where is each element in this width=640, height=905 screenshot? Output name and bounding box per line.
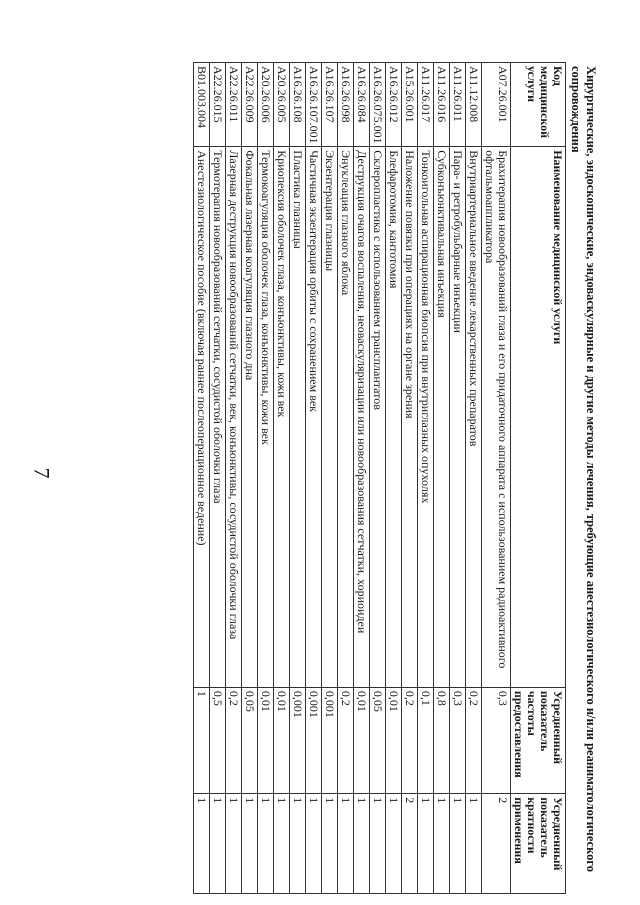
multiplicity-cell: 1: [354, 794, 370, 894]
service-code-cell: A16.26.084: [354, 63, 370, 147]
table-row: [386, 63, 402, 894]
service-name-cell: Термотерапия новообразований сетчатки, сосудистой оболочки глаза: [210, 147, 226, 688]
table-row: [338, 63, 354, 894]
table-header-row: [511, 63, 566, 894]
table-row: [482, 63, 511, 894]
multiplicity-cell: 1: [466, 794, 482, 894]
service-code-cell: A22.26.011: [226, 63, 242, 147]
service-name-cell: Блефаротомия, кантотомия: [386, 147, 402, 688]
multiplicity-cell: 1: [306, 794, 322, 894]
service-code-cell: A16.26.107.001: [306, 63, 322, 147]
service-name-cell: Пластика глазницы: [290, 147, 306, 688]
table-row: [242, 63, 258, 894]
table-body: [194, 63, 511, 894]
service-code-cell: A16.26.098: [338, 63, 354, 147]
service-code-cell: A16.26.075.001: [370, 63, 386, 147]
multiplicity-cell: 1: [434, 794, 450, 894]
multiplicity-cell: 1: [290, 794, 306, 894]
frequency-cell: 0,01: [274, 687, 290, 793]
frequency-cell: 0,2: [402, 687, 418, 793]
rotated-document: [78, 62, 600, 894]
multiplicity-cell: 1: [450, 794, 466, 894]
service-code-cell: A11.12.008: [466, 63, 482, 147]
table-row: [370, 63, 386, 894]
multiplicity-cell: 1: [210, 794, 226, 894]
frequency-cell: 0,01: [258, 687, 274, 793]
service-name-cell: Криопексия оболочек глаза, конъюнктивы, кожи век: [274, 147, 290, 688]
frequency-cell: 0,8: [434, 687, 450, 793]
multiplicity-cell: 1: [338, 794, 354, 894]
multiplicity-cell: 1: [322, 794, 338, 894]
service-name-cell: Склеропластика с использованием трансплантатов: [370, 147, 386, 688]
frequency-cell: 1: [194, 687, 210, 793]
frequency-cell: 0,05: [242, 687, 258, 793]
service-name-cell: Деструкция очагов воспаления, неоваскуляризации или новообразования сетчатки, хориоидеи: [354, 147, 370, 688]
table-row: [290, 63, 306, 894]
column-header-frequency: Усредненный показатель частоты предоставления: [511, 687, 566, 793]
frequency-cell: 0,001: [306, 687, 322, 793]
table-row: [466, 63, 482, 894]
table-row: [434, 63, 450, 894]
multiplicity-cell: 1: [226, 794, 242, 894]
frequency-cell: 0,2: [338, 687, 354, 793]
service-name-cell: Пара- и ретробульбарные инъекции: [450, 147, 466, 688]
frequency-cell: 0,2: [466, 687, 482, 793]
service-code-cell: A15.26.001: [402, 63, 418, 147]
table-row: [322, 63, 338, 894]
service-code-cell: A22.26.015: [210, 63, 226, 147]
service-code-cell: A20.26.006: [258, 63, 274, 147]
service-code-cell: A16.26.107: [322, 63, 338, 147]
multiplicity-cell: 2: [482, 794, 511, 894]
multiplicity-cell: 1: [194, 794, 210, 894]
table-row: [402, 63, 418, 894]
service-name-cell: Тонкоигольная аспирационная биопсия при внутриглазных опухолях: [418, 147, 434, 688]
multiplicity-cell: 1: [258, 794, 274, 894]
service-name-cell: Энуклеация глазного яблока: [338, 147, 354, 688]
table-row: [450, 63, 466, 894]
column-header-name: Наименование медицинской услуги: [511, 147, 566, 688]
frequency-cell: 0,3: [450, 687, 466, 793]
table-row: [354, 63, 370, 894]
column-header-multiplicity: Усредненный показатель кратности применения: [511, 794, 566, 894]
multiplicity-cell: 1: [274, 794, 290, 894]
service-code-cell: A16.26.108: [290, 63, 306, 147]
service-name-cell: Брахитерапия новообразований глаза и его придаточного аппарата с использованием радиоактивного офтальмоаппликатора: [482, 147, 511, 688]
multiplicity-cell: 1: [386, 794, 402, 894]
service-code-cell: A22.26.009: [242, 63, 258, 147]
service-name-cell: Внутриартериальное введение лекарственных препаратов: [466, 147, 482, 688]
service-code-cell: B01.003.004: [194, 63, 210, 147]
service-code-cell: A20.26.005: [274, 63, 290, 147]
service-code-cell: A16.26.012: [386, 63, 402, 147]
services-table: [193, 62, 566, 894]
frequency-cell: 0,001: [290, 687, 306, 793]
service-name-cell: Наложение повязки при операциях на органе зрения: [402, 147, 418, 688]
service-name-cell: Лазерная деструкция новообразований сетчатки, век, конъюнктивы, сосудистой оболочки глаза: [226, 147, 242, 688]
frequency-cell: 0,01: [354, 687, 370, 793]
frequency-cell: 0,5: [210, 687, 226, 793]
service-code-cell: A11.26.017: [418, 63, 434, 147]
multiplicity-cell: 2: [402, 794, 418, 894]
table-row: [210, 63, 226, 894]
service-name-cell: Субконъюнктивальная инъекция: [434, 147, 450, 688]
multiplicity-cell: 1: [242, 794, 258, 894]
table-row: [226, 63, 242, 894]
table-row: [194, 63, 210, 894]
frequency-cell: 0,3: [482, 687, 511, 793]
table-row: [306, 63, 322, 894]
table-row: [258, 63, 274, 894]
frequency-cell: 0,001: [322, 687, 338, 793]
table-row: [274, 63, 290, 894]
page-number: 7: [29, 467, 55, 479]
multiplicity-cell: 1: [418, 794, 434, 894]
service-name-cell: Экзентерация глазницы: [322, 147, 338, 688]
section-header: Хирургические, эндоскопические, эндоваскулярные и другие методы лечения, требующие анестезиологического и/или реаниматологического сопровождения: [569, 66, 598, 872]
frequency-cell: 0,1: [418, 687, 434, 793]
service-name-cell: Фокальная лазерная коагуляция глазного дна: [242, 147, 258, 688]
frequency-cell: 0,05: [370, 687, 386, 793]
column-header-code: Код медицинской услуги: [511, 63, 566, 147]
service-code-cell: A11.26.011: [450, 63, 466, 147]
multiplicity-cell: 1: [370, 794, 386, 894]
frequency-cell: 0,2: [226, 687, 242, 793]
service-name-cell: Термокоагуляция оболочек глаза, конъюнктивы, кожи век: [258, 147, 274, 688]
service-name-cell: Частичная экзентерация орбиты с сохранением век: [306, 147, 322, 688]
service-code-cell: A07.26.001: [482, 63, 511, 147]
table-row: [418, 63, 434, 894]
frequency-cell: 0,01: [386, 687, 402, 793]
service-code-cell: A11.26.016: [434, 63, 450, 147]
service-name-cell: Анестезиологическое пособие (включая раннее послеоперационное ведение): [194, 147, 210, 688]
